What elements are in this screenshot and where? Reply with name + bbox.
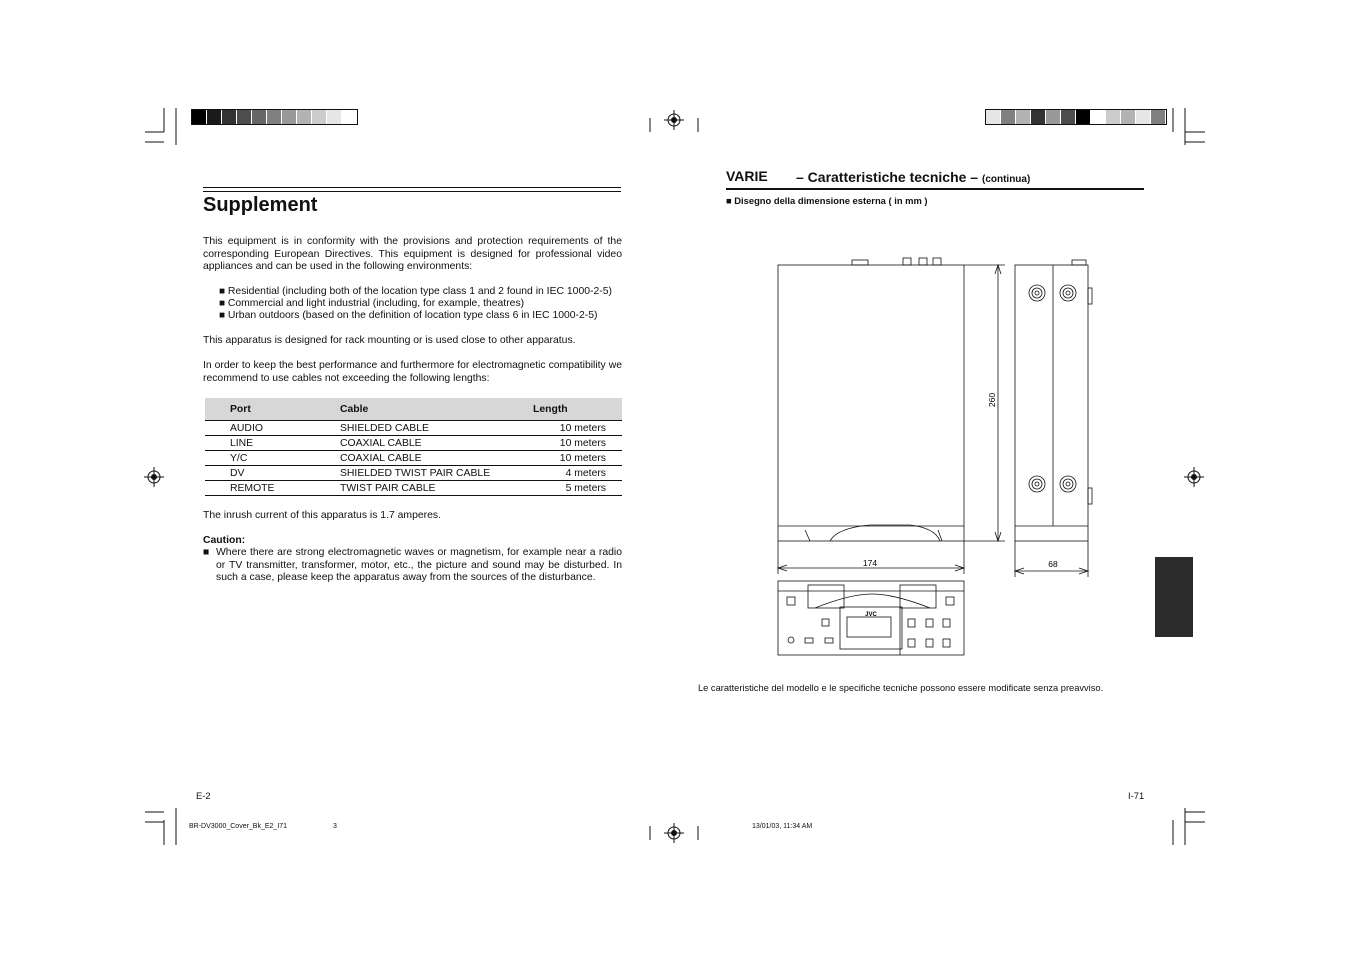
color-swatch — [1106, 110, 1121, 124]
table-cell: 4 meters — [533, 466, 622, 481]
drawing-heading-text: Disegno della dimensione esterna ( in mm ) — [734, 195, 928, 206]
color-swatch — [1061, 110, 1076, 124]
caution-paragraph — [203, 547, 622, 585]
color-bar-left — [191, 109, 358, 125]
color-bar-right — [985, 109, 1167, 125]
color-swatch — [327, 110, 342, 124]
color-swatch — [312, 110, 327, 124]
slug-timestamp: 13/01/03, 11:34 AM — [752, 823, 813, 830]
side-view-outline — [1015, 265, 1088, 541]
column-header: Port — [205, 398, 340, 421]
subtitle-text: – Caratteristiche tecniche – — [796, 169, 979, 185]
table-cell: 5 meters — [533, 481, 622, 496]
color-swatch — [252, 110, 267, 124]
color-swatch — [267, 110, 282, 124]
table-row — [205, 451, 622, 466]
color-swatch — [222, 110, 237, 124]
page-number-left: E-2 — [196, 790, 211, 801]
color-swatch — [1001, 110, 1016, 124]
rack-paragraph: This apparatus is designed for rack mounting or is used close to other apparatus. — [203, 335, 576, 346]
color-swatch — [1121, 110, 1136, 124]
table-cell: SHIELDED CABLE — [340, 421, 533, 436]
color-swatch — [192, 110, 207, 124]
inrush-paragraph: The inrush current of this apparatus is 1.7 amperes. — [203, 510, 441, 521]
color-swatch — [1091, 110, 1106, 124]
dimension-drawing — [760, 250, 1100, 660]
language-tab — [1155, 557, 1193, 637]
title-rule — [203, 191, 621, 192]
cable-table — [205, 398, 622, 496]
table-cell: SHIELDED TWIST PAIR CABLE — [340, 466, 533, 481]
section-title: VARIE — [726, 168, 768, 184]
registration-mark-icon — [664, 110, 684, 130]
intro-paragraph: This equipment is in conformity with the provisions and protection requirements of the corresponding European Directives. This equipment is designed for professional video appliances and can be used in the following environments: — [203, 236, 622, 273]
column-header: Length — [533, 398, 622, 421]
continued-label: (continua) — [981, 174, 1031, 185]
registration-mark-icon — [664, 823, 684, 843]
section-header — [726, 168, 1144, 190]
table-cell: DV — [205, 466, 340, 481]
section-subtitle — [796, 169, 1030, 185]
registration-mark-icon — [1184, 467, 1204, 487]
table-cell: COAXIAL CABLE — [340, 436, 533, 451]
table-cell: 10 meters — [533, 451, 622, 466]
color-swatch — [1076, 110, 1091, 124]
color-swatch — [297, 110, 312, 124]
color-swatch — [207, 110, 222, 124]
color-swatch — [1016, 110, 1031, 124]
registration-mark-icon — [144, 467, 164, 487]
color-swatch — [237, 110, 252, 124]
table-cell: REMOTE — [205, 481, 340, 496]
color-swatch — [282, 110, 297, 124]
drawing-heading — [726, 195, 928, 206]
table-row — [205, 421, 622, 436]
cable-paragraph: In order to keep the best performance and furthermore for electromagnetic compatibility we recommend to use cables not exceeding the following lengths: — [203, 360, 622, 384]
bullet-square-icon: ■ — [726, 195, 735, 206]
color-swatch — [1031, 110, 1046, 124]
table-cell: COAXIAL CABLE — [340, 451, 533, 466]
list-item: ■ Urban outdoors (based on the definition of location type class 6 in IEC 1000-2-5) — [219, 310, 612, 322]
height-dimension: 260 — [987, 392, 997, 408]
slug-file: BR-DV3000_Cover_Bk_E2_I71 — [189, 823, 288, 830]
list-item: ■ Commercial and light industrial (including, for example, theatres) — [219, 298, 612, 310]
table-header-row — [205, 398, 622, 421]
table-row — [205, 481, 622, 496]
column-header: Cable — [340, 398, 533, 421]
width-dimension: 174 — [862, 558, 878, 568]
title-rule — [203, 187, 621, 188]
table-cell: AUDIO — [205, 421, 340, 436]
brand-logo: JVC — [865, 612, 877, 618]
color-swatch — [1151, 110, 1166, 124]
depth-dimension: 68 — [1048, 559, 1058, 569]
table-cell: 10 meters — [533, 436, 622, 451]
caution-title: Caution: — [203, 535, 246, 546]
slug-page: 3 — [333, 823, 337, 830]
page-title: Supplement — [203, 194, 318, 216]
color-swatch — [986, 110, 1001, 124]
table-cell: LINE — [205, 436, 340, 451]
table-row — [205, 466, 622, 481]
table-cell: TWIST PAIR CABLE — [340, 481, 533, 496]
color-swatch — [342, 110, 357, 124]
table-row — [205, 436, 622, 451]
bullet-square-icon: ■ — [203, 547, 210, 558]
top-view-outline — [778, 265, 964, 541]
table-cell: Y/C — [205, 451, 340, 466]
environment-list — [219, 286, 612, 322]
caution-text: Where there are strong electromagnetic waves or magnetism, for example near a radio or TV transmitter, transformer, motor, etc., the picture and sound may be disturbed. In such a case, please keep the apparatus away from the sources of the disturbance. — [216, 547, 622, 584]
table-cell: 10 meters — [533, 421, 622, 436]
list-item: ■ Residential (including both of the location type class 1 and 2 found in IEC 1000-2-5) — [219, 286, 612, 298]
page-number-right: I-71 — [1128, 790, 1145, 801]
footnote: Le caratteristiche del modello e le specifiche tecniche possono essere modificate senza preavviso. — [698, 683, 1104, 693]
color-swatch — [1136, 110, 1151, 124]
color-swatch — [1046, 110, 1061, 124]
